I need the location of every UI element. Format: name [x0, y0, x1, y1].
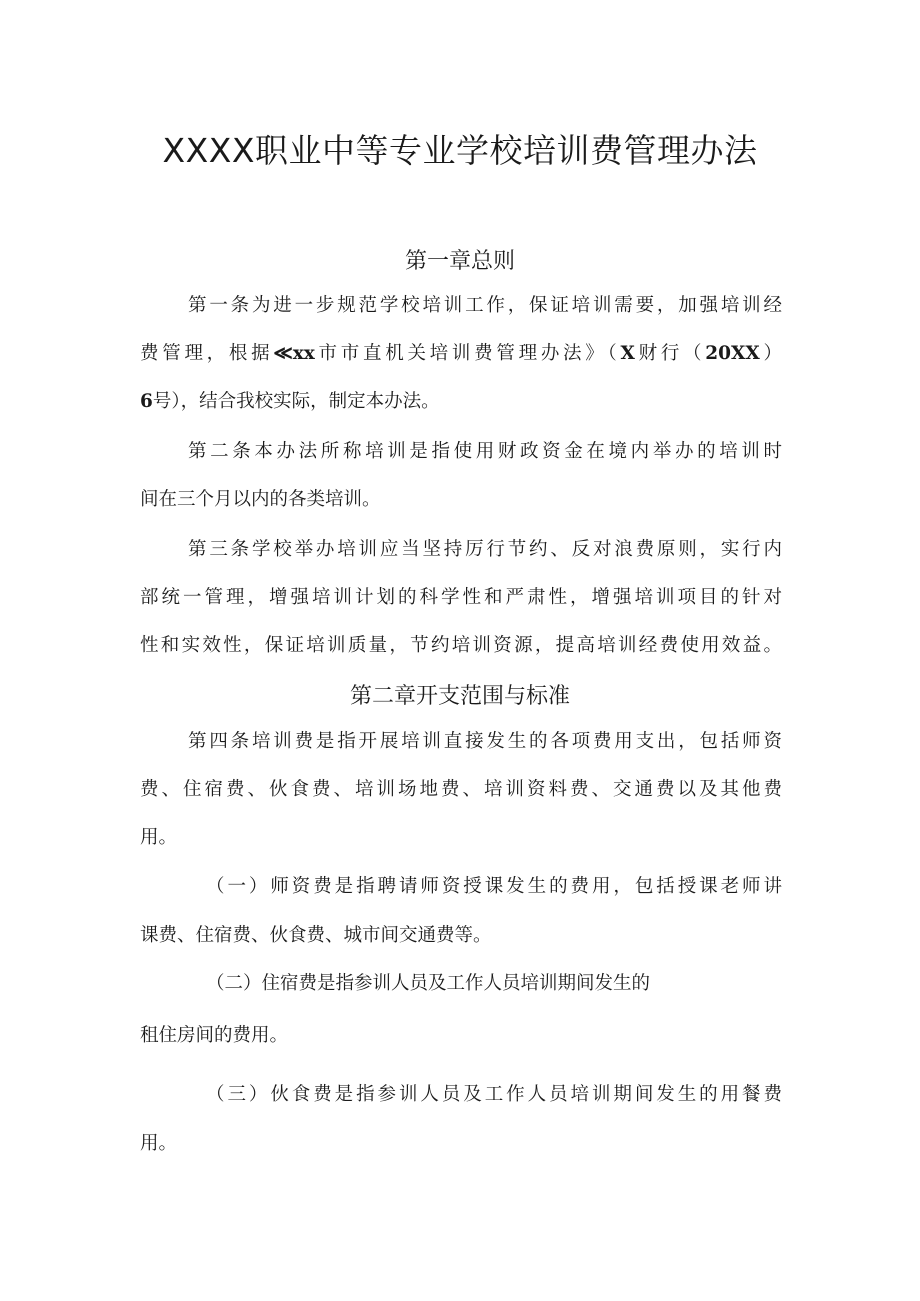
item-1-line-1: （一）师资费是指聘请师资授课发生的费用，包括授课老师讲	[206, 876, 782, 897]
article-4-line-3: 用。	[140, 827, 178, 848]
item-2-line-2: 租住房间的费用。	[140, 1025, 289, 1046]
item-2-line-1: （二）住宿费是指参训人员及工作人员培训期间发生的	[206, 973, 651, 994]
chapter-heading-2: 第二章开支范围与标准	[349, 684, 570, 709]
article-1-line-3: 6号），结合我校实际，制定本办法。	[140, 391, 440, 412]
article-4-line-2: 费、住宿费、伙食费、培训场地费、培训资料费、交通费以及其他费	[140, 779, 782, 800]
item-1-line-2: 课费、住宿费、伙食费、城市间交通费等。	[140, 925, 492, 946]
document-title: XXXX职业中等专业学校培训费管理办法	[162, 131, 758, 170]
article-3-line-2: 部统一管理，增强培训计划的科学性和严肃性，增强培训项目的针对	[140, 587, 782, 608]
item-3-line-1: （三）伙食费是指参训人员及工作人员培训期间发生的用餐费	[206, 1084, 782, 1105]
article-1-line-1: 第一条为进一步规范学校培训工作，保证培训需要，加强培训经	[188, 295, 782, 316]
article-4-line-1: 第四条培训费是指开展培训直接发生的各项费用支出，包括师资	[188, 731, 782, 752]
article-3-line-3: 性和实效性，保证培训质量，节约培训资源，提高培训经费使用效益。	[140, 635, 782, 656]
article-1-line-2: 费管理，根据≪xx市市直机关培训费管理办法》（X财行（20XX）	[140, 343, 782, 364]
chapter-heading-1: 第一章总则	[404, 249, 515, 274]
article-2-line-2: 间在三个月以内的各类培训。	[140, 489, 381, 510]
article-3-line-1: 第三条学校举办培训应当坚持厉行节约、反对浪费原则，实行内	[188, 539, 782, 560]
article-2-line-1: 第二条本办法所称培训是指使用财政资金在境内举办的培训时	[188, 441, 782, 462]
item-3-line-2: 用。	[140, 1133, 178, 1154]
